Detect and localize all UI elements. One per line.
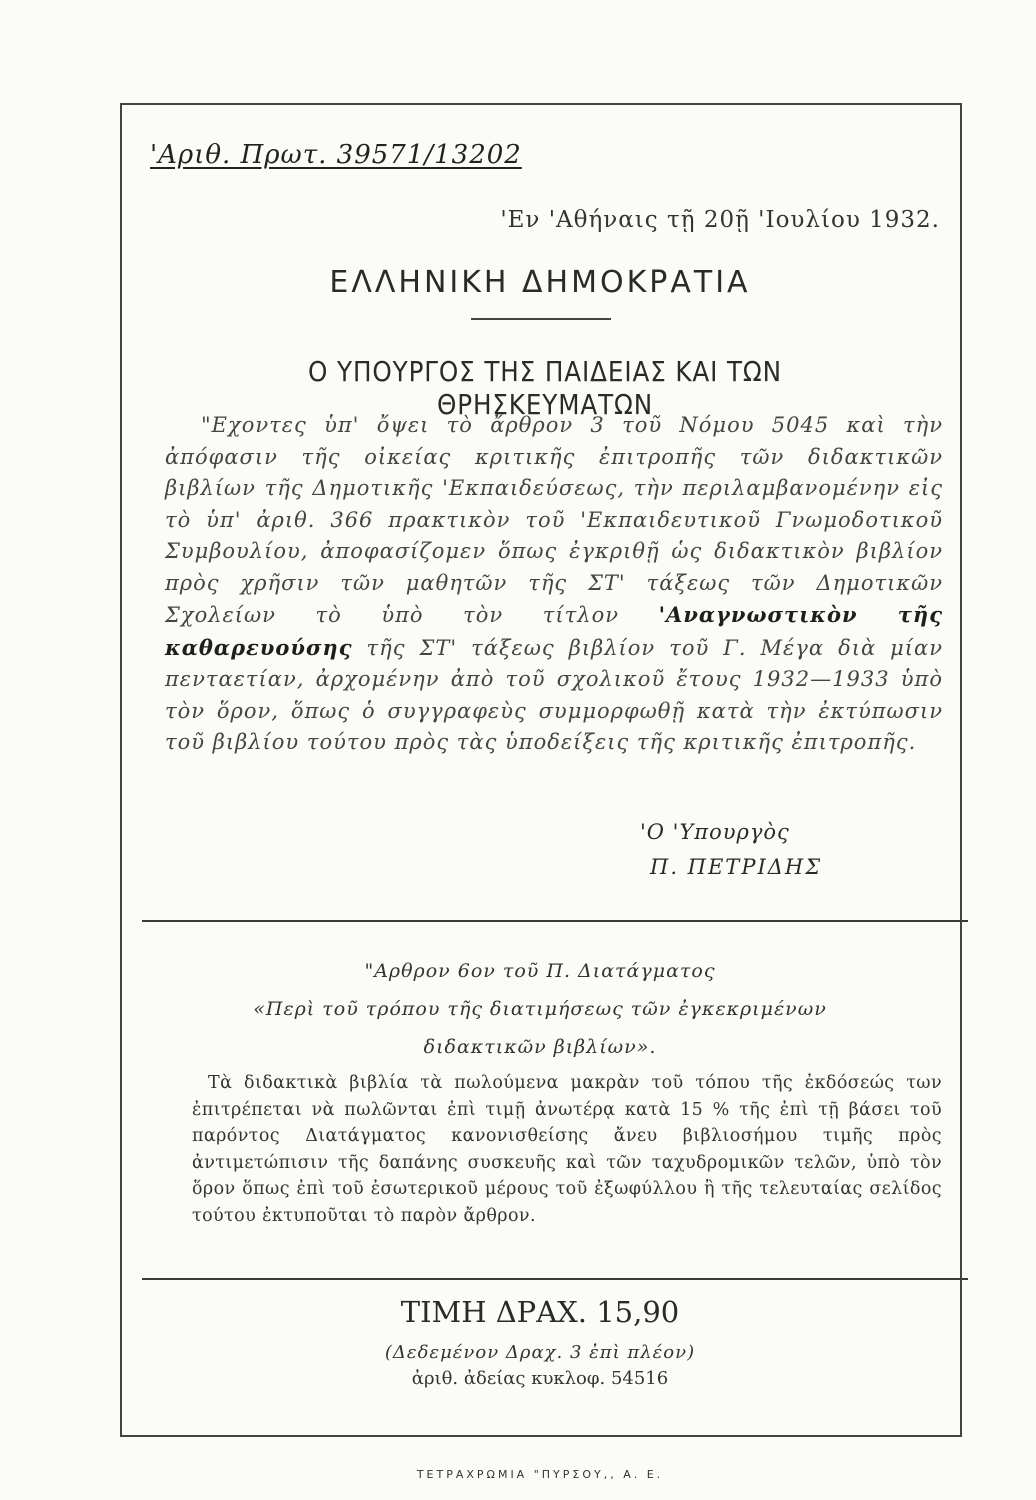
section-divider	[142, 920, 968, 922]
article-subheading: «Περὶ τοῦ τρόπου τῆς διατιμήσεως τῶν ἐγκεκριμένων	[253, 998, 827, 1020]
article-subheading-cont: διδακτικῶν βιβλίων».	[423, 1036, 657, 1058]
printer-imprint: ΤΕΤΡΑΧΡΩΜΙΑ "ΠΥΡΣΟΥ,, Α. Ε.	[416, 1468, 664, 1481]
republic-heading: ΕΛΛΗΝΙΚΗ ΔΗΜΟΚΡΑΤΙΑ	[329, 265, 751, 300]
article-heading: "Αρθρον 6ον τοῦ Π. Διατάγματος	[364, 960, 716, 982]
page-frame	[120, 103, 962, 1437]
place-date: 'Εν 'Αθήναις τῇ 20ῇ 'Ιουλίου 1932.	[500, 207, 940, 233]
signer-role: 'Ο 'Υπουργὸς	[640, 820, 790, 844]
price-label: ΤΙΜΗ ΔΡΑΧ. 15,90	[400, 1295, 680, 1329]
minister-title: Ο ΥΠΟΥΡΓΟΣ ΤΗΣ ΠΑΙΔΕΙΑΣ ΚΑΙ ΤΩΝ ΘΡΗΣΚΕΥΜΑΤΩΝ	[308, 355, 782, 421]
book-title: 'Αναγνωστικὸν τῆς καθαρευούσης	[165, 602, 943, 660]
decree-body	[165, 410, 943, 759]
heading-rule	[471, 318, 611, 320]
price-divider	[142, 1278, 968, 1280]
decree-text-after: τῆς ΣΤ' τάξεως βιβλίον τοῦ Γ. Μέγα διὰ μίαν πενταετίαν, ἀρχομένην ἀπὸ τοῦ σχολικοῦ ἔτους 1932—1933 ὑπὸ τὸν ὅρον, ὅπως ὁ συγγραφεὺς συμμορφωθῇ κατὰ τὴν ἐκτύπωσιν τοῦ βιβλίου τούτου πρὸς τὰς ὑποδείξεις τῆς κριτικῆς ἐπιτροπῆς.	[165, 635, 943, 754]
article-body: Τὰ διδακτικὰ βιβλία τὰ πωλούμενα μακρὰν τοῦ τόπου τῆς ἐκδόσεώς των ἐπιτρέπεται νὰ πωλῶνται ἐπὶ τιμῇ ἀνωτέρᾳ κατὰ 15 % τῆς ἐπὶ τῇ βάσει τοῦ παρόντος Διατάγματος κανονισθείσης ἄνευ βιβλιοσήμου τιμῆς πρὸς ἀντιμετώπισιν τῆς δαπάνης συσκευῆς καὶ τῶν ταχυδρομικῶν τελῶν, ὑπὸ τὸν ὅρον ὅπως ἐπὶ τοῦ ἐσωτερικοῦ μέρους τοῦ ἐξωφύλλου ἢ τῆς τελευταίας σελίδος τούτου ἐκτυποῦται τὸ παρὸν ἄρθρον.	[192, 1073, 942, 1226]
decree-text-before: "Εχοντες ὑπ' ὄψει τὸ ἄρθρον 3 τοῦ Νόμου 5045 καὶ τὴν ἀπόφασιν τῆς οἰκείας κριτικῆς ἐπιτροπῆς τῶν διδακτικῶν βιβλίων τῆς Δημοτικῆς 'Εκπαιδεύσεως, τὴν περιλαμβανομένην εἰς τὸ ὑπ' ἀριθ. 366 πρακτικὸν τοῦ 'Εκπαιδευτικοῦ Γνωμοδοτικοῦ Συμβουλίου, ἀποφασίζομεν ὅπως ἐγκριθῇ ὡς διδακτικὸν βιβλίον πρὸς χρῆσιν τῶν μαθητῶν τῆς ΣΤ' τάξεως τῶν Δημοτικῶν Σχολείων τὸ ὑπὸ τὸν τίτλον	[165, 413, 943, 627]
protocol-number: 'Αριθ. Πρωτ. 39571/13202	[150, 140, 522, 170]
circulation-permit: ἀριθ. ἀδείας κυκλοφ. 54516	[411, 1368, 669, 1389]
signer-name: Π. ΠΕΤΡΙΔΗΣ	[650, 855, 823, 879]
binding-note: (Δεδεμένον Δραχ. 3 ἐπὶ πλέον)	[384, 1342, 696, 1363]
